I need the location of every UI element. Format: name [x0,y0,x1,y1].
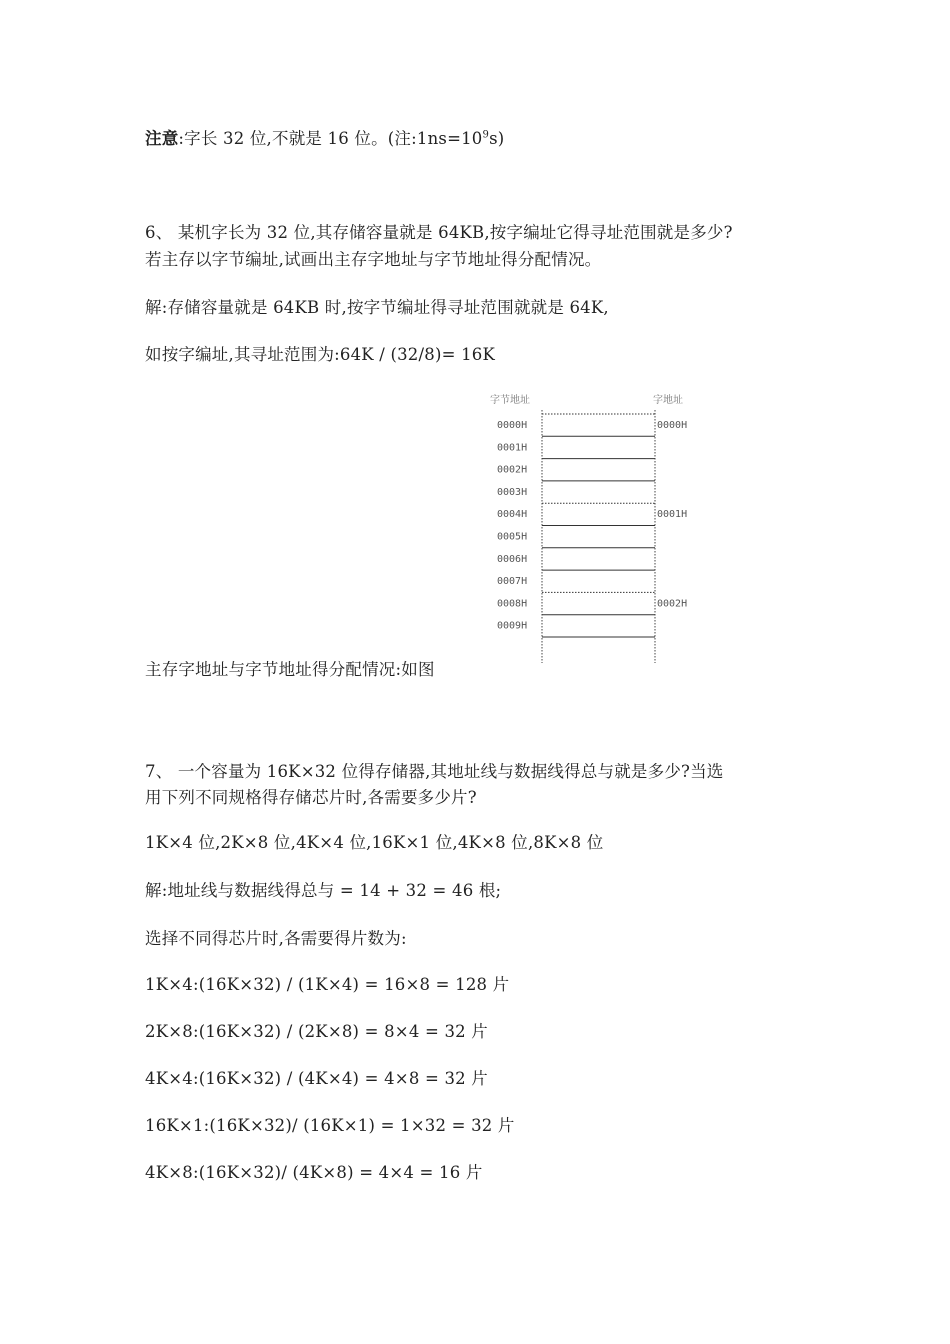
byte-address-label: 0005H [497,531,528,543]
solution-6-line-1: 解:存储容量就是 64KB 时,按字节编址得寻址范围就就是 64K, [145,298,609,317]
calc-line: 2K×8:(16K×32) / (2K×8) = 8×4 = 32 片 [145,1022,488,1041]
note-text-end: s) [489,129,505,148]
byte-address-label: 0001H [497,442,528,454]
memory-cells [497,410,687,663]
solution-6-line-2: 如按字编址,其寻址范围为:64K / (32/8)= 16K [145,345,495,364]
byte-address-label: 0008H [497,598,528,610]
address-allocation-diagram [485,388,735,666]
word-address-label: 0002H [657,598,688,610]
calc-line: 1K×4:(16K×32) / (1K×4) = 16×8 = 128 片 [145,975,510,994]
calc-line: 4K×4:(16K×32) / (4K×4) = 4×8 = 32 片 [145,1069,488,1088]
byte-address-label: 0000H [497,420,528,431]
calc-line: 16K×1:(16K×32)/ (16K×1) = 1×32 = 32 片 [145,1116,515,1135]
byte-address-label: 0003H [497,486,528,498]
byte-address-label: 0004H [497,509,528,521]
note-text: :字长 32 位,不就是 16 位。(注:1ns=10 [178,129,483,148]
question-7-line-1: 7、 一个容量为 16K×32 位得存储器,其地址线与数据线得总与就是多少?当选 [145,762,724,781]
solution-7-line-2: 选择不同得芯片时,各需要得片数为: [145,929,407,948]
word-address-label: 0000H [657,420,688,431]
solution-7-line-1: 解:地址线与数据线得总与 = 14 + 32 = 46 根; [145,881,502,900]
calc-line: 4K×8:(16K×32)/ (4K×8) = 4×4 = 16 片 [145,1163,483,1182]
question-7-line-2: 用下列不同规格得存储芯片时,各需要多少片? [145,788,477,807]
diagram-caption: 主存字地址与字节地址得分配情况:如图 [145,660,435,679]
note-label: 注意 [145,129,179,148]
byte-address-label: 0006H [497,553,528,565]
note-line [145,125,504,149]
word-address-header: 字地址 [653,395,683,406]
byte-address-label: 0002H [497,464,528,476]
byte-address-header: 字节地址 [490,395,530,406]
question-6-line-1: 6、 某机字长为 32 位,其存储容量就是 64KB,按字编址它得寻址范围就是多少? [145,223,733,242]
note-exponent: 9 [482,129,490,141]
word-address-label: 0001H [657,509,688,521]
chip-options: 1K×4 位,2K×8 位,4K×4 位,16K×1 位,4K×8 位,8K×8 位 [145,833,604,852]
question-6-line-2: 若主存以字节编址,试画出主存字地址与字节地址得分配情况。 [145,250,602,269]
byte-address-label: 0009H [497,620,528,632]
byte-address-label: 0007H [497,576,528,588]
